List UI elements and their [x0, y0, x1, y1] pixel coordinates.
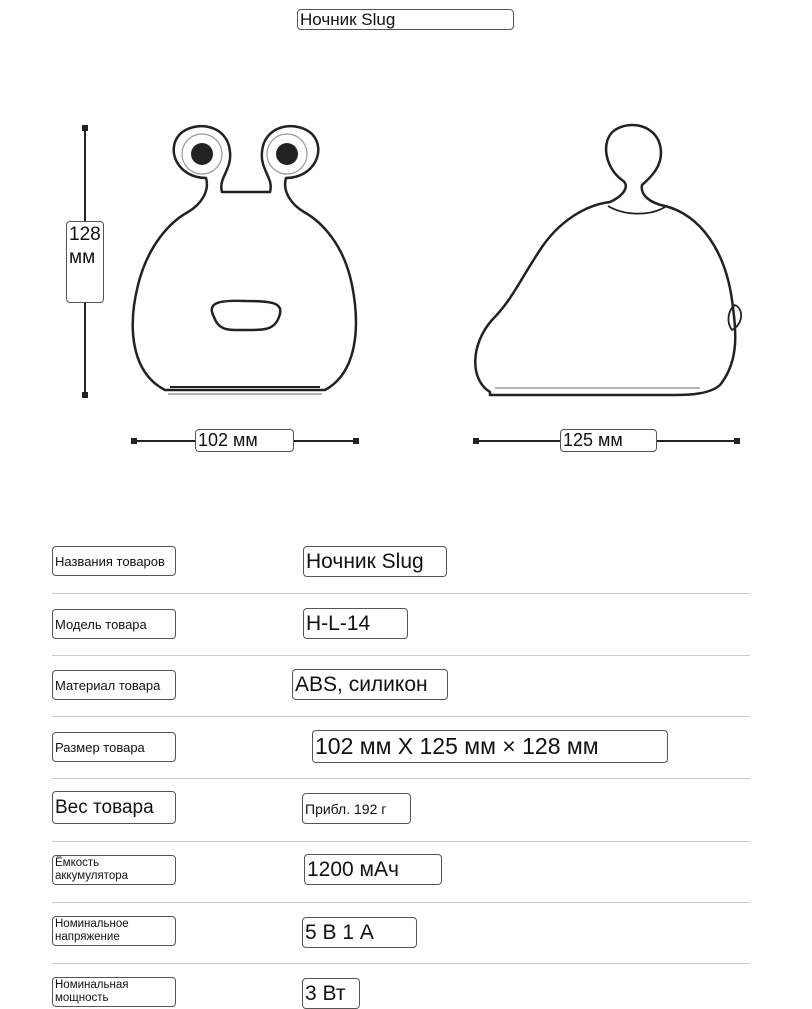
spec-label-size: Размер товара [52, 732, 176, 762]
table-divider [52, 593, 750, 594]
spec-value-voltage: 5 В 1 А [302, 917, 417, 948]
height-dimension-label: 128 мм [66, 221, 104, 303]
table-divider [52, 778, 750, 779]
spec-label-battery: Ёмкость аккумулятора [52, 855, 176, 885]
table-divider [52, 655, 750, 656]
table-divider [52, 841, 750, 842]
spec-value-weight: Прибл. 192 г [302, 793, 411, 824]
table-divider [52, 963, 750, 964]
spec-value-size: 102 мм X 125 мм × 128 мм [312, 730, 668, 763]
spec-value-battery: 1200 мАч [304, 854, 442, 885]
spec-label-voltage: Номинальное напряжение [52, 916, 176, 946]
spec-value-product-name: Ночник Slug [303, 546, 447, 577]
spec-value-model: H-L-14 [303, 608, 408, 639]
slug-front-view [133, 126, 356, 394]
spec-value-power: 3 Вт [302, 978, 360, 1009]
page-title: Ночник Slug [297, 9, 514, 30]
side-width-dimension-label: 125 мм [560, 429, 657, 452]
spec-label-material: Материал товара [52, 670, 176, 700]
front-width-dimension-label: 102 мм [195, 429, 294, 452]
dimension-drawing [0, 0, 812, 470]
table-divider [52, 716, 750, 717]
table-divider [52, 902, 750, 903]
spec-label-weight: Вес товара [52, 791, 176, 824]
spec-label-power: Номинальная мощность [52, 977, 176, 1007]
spec-value-material: ABS, силикон [292, 669, 448, 700]
slug-front-eyes [182, 134, 307, 174]
spec-label-product-name: Названия товаров [52, 546, 176, 576]
slug-side-view [475, 125, 741, 395]
spec-label-model: Модель товара [52, 609, 176, 639]
